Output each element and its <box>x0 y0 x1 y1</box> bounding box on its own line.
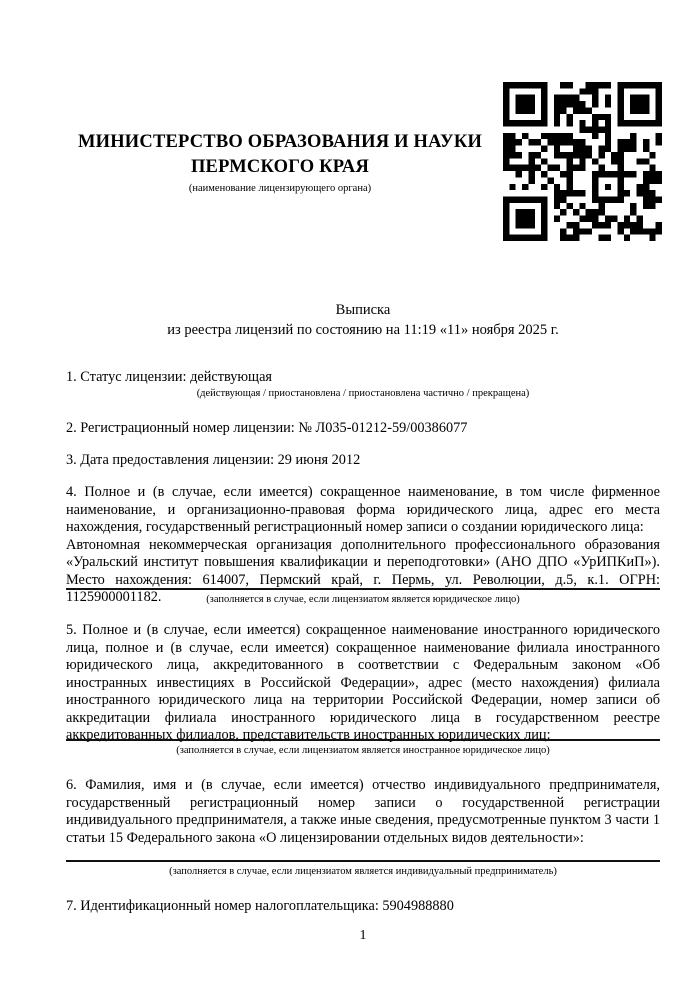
page-number: 1 <box>359 928 367 943</box>
item-6-individual-entrepreneur <box>66 777 660 847</box>
item-7-taxpayer-id: 7. Идентификационный номер налогоплательщика: 5904988880 <box>66 898 454 914</box>
item-5-foreign-entity <box>66 622 660 745</box>
item-5-fill-line <box>66 739 660 741</box>
item-4-note: (заполняется в случае, если лицензиатом является юридическое лицо) <box>206 594 520 605</box>
item-6-note: (заполняется в случае, если лицензиатом является индивидуальный предприниматель) <box>169 866 557 877</box>
document-title <box>66 301 660 340</box>
item-4-intro: 4. Полное и (в случае, если имеется) сокращенное наименование, в том числе фирменное наименование, и организационно-правовая форма юридического лица, адрес его места нахождения, государственный регистрационный номер записи о создании юридического лица: <box>66 484 660 535</box>
ministry-name-line2: ПЕРМСКОГО КРАЯ <box>190 157 370 177</box>
item-6-fill-line <box>66 860 660 862</box>
item-3-license-date: 3. Дата предоставления лицензии: 29 июня 2012 <box>66 452 361 468</box>
licensing-authority-note: (наименование лицензирующего органа) <box>188 183 372 194</box>
ministry-name-line1: МИНИСТЕРСТВО ОБРАЗОВАНИЯ И НАУКИ <box>77 132 483 152</box>
qr-code-icon <box>503 82 662 241</box>
item-5-note: (заполняется в случае, если лицензиатом является иностранное юридическое лицо) <box>176 745 550 756</box>
extract-title: Выписка <box>335 302 391 318</box>
item-6-intro: 6. Фамилия, имя и (в случае, если имеется) отчество индивидуального предпринимателя, государственный регистрационный номер записи о государственной регистрации индивидуального предпринимателя, а также иные сведения, предусмотренные пунктом 3 части 1 статьи 15 Федерального закона «О лицензировании отдельных видов деятельности»: <box>66 777 660 846</box>
item-4-licensee-details: Автономная некоммерческая организация дополнительного профессионального образования «Уральский институт повышения квалификации и переподготовки» (АНО ДПО «УрИПКиП»). Место нахождения: 614007, Пермский край, г. Пермь, ул. Революции, д.5, к.1. ОГРН: 1125900001182. <box>66 536 660 605</box>
extract-date-line: из реестра лицензий по состоянию на 11:19 «11» ноября 2025 г. <box>167 321 559 338</box>
ministry-header <box>30 130 530 195</box>
item-5-intro: 5. Полное и (в случае, если имеется) сокращенное наименование иностранного юридического лица, полное и (в случае, если имеется) сокращенное наименование филиала иностранного юридического лица, аккредитованного в соответствии с Федеральным законом «Об иностранных инвестициях в Российской Федерации», адрес (место нахождения) филиала иностранного юридического лица на территории Российской Федерации, номер записи об аккредитации филиала иностранного юридического лица в государственном реестре аккредитованных филиалов, представительств иностранных юридических лиц: <box>66 622 660 743</box>
item-1-license-status: 1. Статус лицензии: действующая <box>66 369 272 385</box>
item-1-note: (действующая / приостановлена / приостановлена частично / прекращена) <box>196 388 530 399</box>
item-4-fill-line <box>66 588 660 590</box>
item-2-registration-number: 2. Регистрационный номер лицензии: № Л035-01212-59/00386077 <box>66 420 468 436</box>
